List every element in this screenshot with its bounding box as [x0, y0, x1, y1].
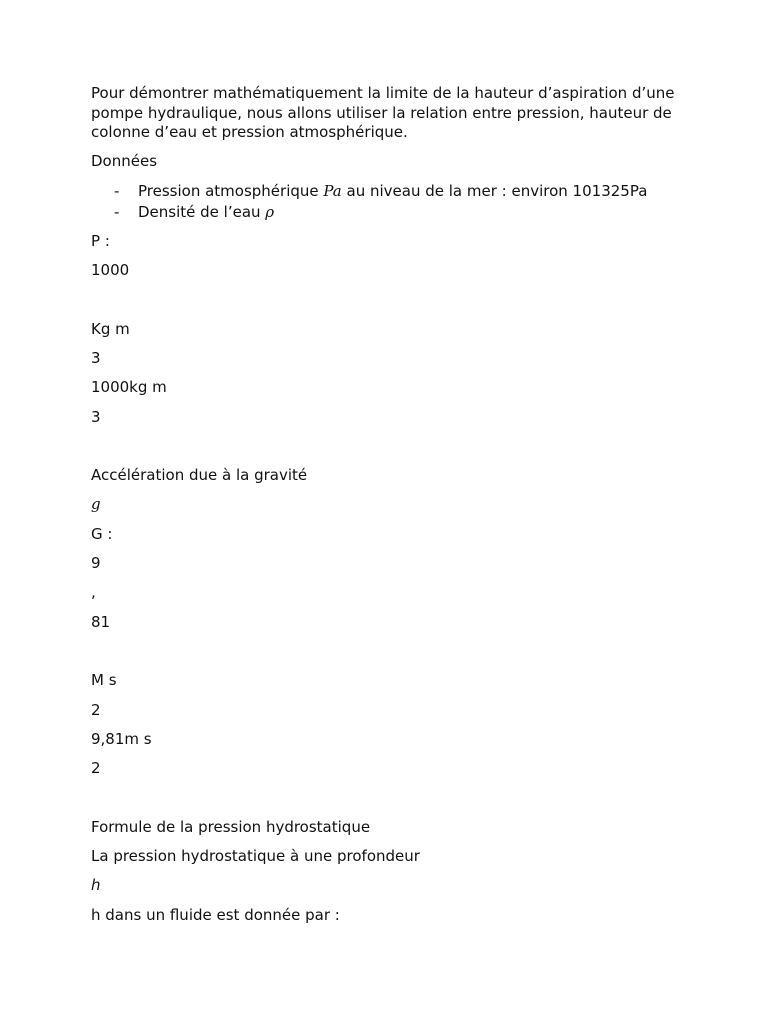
text-line: 2: [91, 700, 101, 719]
bullet-text-before: Densité de l’eau: [138, 202, 266, 221]
text-line: G :: [91, 524, 113, 543]
blank-line: [91, 290, 691, 319]
text-line: ,: [91, 583, 96, 602]
bullet-dash: -: [114, 181, 120, 200]
document-page: [91, 84, 691, 935]
bullet-text-after: au niveau de la mer : environ 101325Pa: [341, 181, 648, 200]
intro-paragraph: Pour démontrer mathématiquement la limite de la hauteur d’aspiration d’une pompe hydraulique, nous allons utiliser la relation entre pression, hauteur de colonne d’eau et pression atmosphérique.: [91, 84, 675, 141]
donnees-list: [91, 181, 691, 223]
math-symbol-pa: Pa: [323, 181, 342, 200]
bullet-dash: -: [114, 202, 120, 221]
text-line: 3: [91, 348, 101, 367]
text-line: P :: [91, 231, 110, 250]
text-line: 1000kg m: [91, 378, 167, 397]
text-line: M s: [91, 671, 117, 690]
gravity-heading: Accélération due à la gravité: [91, 466, 308, 485]
text-line: 3: [91, 407, 101, 426]
text-line: 81: [91, 612, 111, 631]
math-symbol-g: g: [91, 495, 101, 514]
text-line: h dans un fluide est donnée par :: [91, 905, 340, 924]
blank-line: [91, 788, 691, 817]
text-line: 1000: [91, 261, 130, 280]
bullet-pression-atmospherique: [91, 181, 691, 202]
text-line: La pression hydrostatique à une profondeur: [91, 847, 420, 866]
text-line: 2: [91, 759, 101, 778]
text-line: Kg m: [91, 319, 130, 338]
donnees-heading: Données: [91, 151, 158, 170]
math-symbol-rho: ρ: [265, 202, 275, 221]
text-line: 9: [91, 554, 101, 573]
bullet-densite-eau: [91, 202, 691, 223]
math-symbol-h: h: [91, 876, 101, 895]
text-line: 9,81m s: [91, 729, 152, 748]
bullet-text-before: Pression atmosphérique: [138, 181, 324, 200]
formula-heading: Formule de la pression hydrostatique: [91, 817, 371, 836]
blank-line: [91, 642, 691, 671]
blank-line: [91, 437, 691, 466]
